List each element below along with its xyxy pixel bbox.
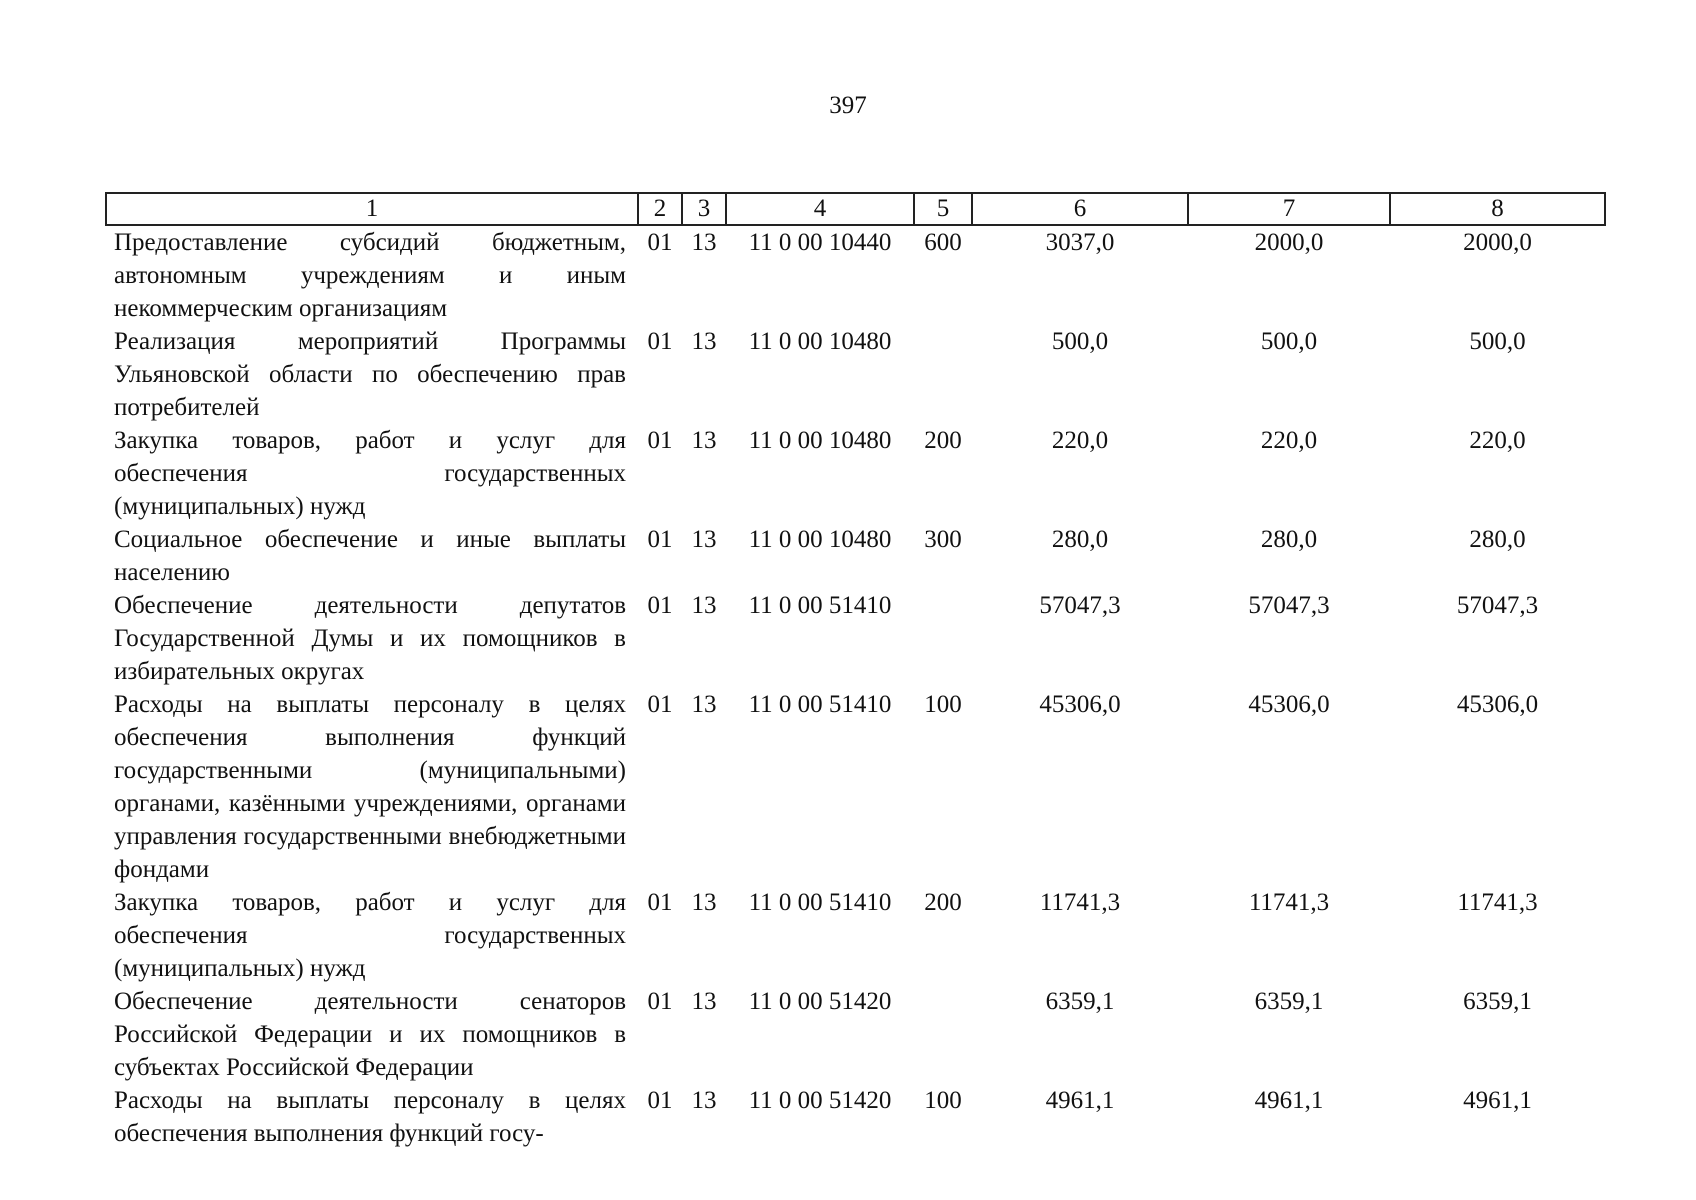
- expense-type-cell: 300: [924, 526, 962, 553]
- expense-type-cell: 600: [924, 229, 962, 256]
- expense-type-cell: [914, 589, 972, 688]
- section-code-cell: 01: [647, 1087, 673, 1114]
- row-name-cell: Реализация мероприятий Программы Ульяновской области по обеспечению прав потребителей: [114, 328, 626, 421]
- subsection-code-cell: 13: [691, 328, 717, 355]
- section-code-cell: 01: [647, 427, 673, 454]
- section-code-cell: 01: [647, 691, 673, 718]
- subsection-code-cell: 13: [691, 427, 717, 454]
- target-article-cell: 11 0 00 51410: [748, 889, 892, 916]
- target-article-cell: 11 0 00 10480: [748, 526, 892, 553]
- amount-col8-cell: 11741,3: [1457, 889, 1538, 916]
- amount-col6-cell: 57047,3: [1039, 592, 1121, 619]
- table-body: [106, 225, 1605, 1150]
- target-article-cell: 11 0 00 51420: [748, 1087, 892, 1114]
- target-article-cell: 11 0 00 10440: [748, 229, 892, 256]
- subsection-code-cell: 13: [691, 1087, 717, 1114]
- table-row: [106, 688, 1605, 886]
- section-code-cell: 01: [647, 526, 673, 553]
- amount-col7-cell: 280,0: [1260, 526, 1318, 553]
- amount-col7-cell: 220,0: [1260, 427, 1318, 454]
- expense-type-cell: 200: [924, 889, 962, 916]
- section-code-cell: 01: [647, 328, 673, 355]
- amount-col8-cell: 500,0: [1469, 328, 1526, 355]
- amount-col8-cell: 220,0: [1469, 427, 1526, 454]
- column-header-6: 6: [972, 193, 1188, 225]
- amount-col6-cell: 4961,1: [1045, 1087, 1115, 1114]
- table-row: [106, 325, 1605, 424]
- subsection-code-cell: 13: [691, 889, 717, 916]
- amount-col6-cell: 45306,0: [1039, 691, 1121, 718]
- amount-col6-cell: 500,0: [1051, 328, 1109, 355]
- subsection-code-cell: 13: [691, 229, 717, 256]
- amount-col6-cell: 220,0: [1051, 427, 1109, 454]
- page-number: 397: [829, 92, 867, 119]
- amount-col7-cell: 4961,1: [1254, 1087, 1324, 1114]
- column-header-1: 1: [106, 193, 638, 225]
- table-row: [106, 886, 1605, 985]
- amount-col6-cell: 6359,1: [1045, 988, 1115, 1015]
- amount-col7-cell: 2000,0: [1254, 229, 1324, 256]
- section-code-cell: 01: [647, 592, 673, 619]
- header-row: [106, 193, 1605, 225]
- amount-col8-cell: 45306,0: [1456, 691, 1539, 718]
- row-name-cell: Социальное обеспечение и иные выплаты населению: [114, 526, 626, 586]
- row-name-cell: Предоставление субсидий бюджетным, автономным учреждениям и иным некоммерческим организациям: [114, 229, 626, 322]
- table-row: [106, 523, 1605, 589]
- column-header-5: 5: [914, 193, 972, 225]
- column-header-7: 7: [1188, 193, 1390, 225]
- expense-type-cell: 100: [924, 1087, 962, 1114]
- amount-col7-cell: 11741,3: [1248, 889, 1330, 916]
- amount-col6-cell: 280,0: [1051, 526, 1109, 553]
- amount-col7-cell: 57047,3: [1248, 592, 1330, 619]
- amount-col7-cell: 500,0: [1260, 328, 1318, 355]
- section-code-cell: 01: [647, 229, 673, 256]
- table-row: [106, 589, 1605, 688]
- expense-type-cell: 100: [924, 691, 962, 718]
- amount-col8-cell: 2000,0: [1463, 229, 1532, 256]
- target-article-cell: 11 0 00 51410: [748, 592, 892, 619]
- subsection-code-cell: 13: [691, 988, 717, 1015]
- column-header-8: 8: [1390, 193, 1605, 225]
- section-code-cell: 01: [647, 988, 673, 1015]
- table-row: [106, 1084, 1605, 1150]
- target-article-cell: 11 0 00 10480: [748, 328, 892, 355]
- table-row: [106, 424, 1605, 523]
- row-name-cell: Расходы на выплаты персоналу в целях обеспечения выполнения функций госу-: [114, 1087, 626, 1147]
- row-name-cell: Обеспечение деятельности сенаторов Российской Федерации и их помощников в субъектах Российской Федерации: [114, 988, 626, 1081]
- amount-col6-cell: 11741,3: [1039, 889, 1121, 916]
- target-article-cell: 11 0 00 10480: [748, 427, 892, 454]
- expense-type-cell: [914, 985, 972, 1084]
- row-name-cell: Закупка товаров, работ и услуг для обеспечения государственных (муниципальных) нужд: [114, 427, 626, 520]
- expense-type-cell: 200: [924, 427, 962, 454]
- column-header-2: 2: [638, 193, 682, 225]
- table-row: [106, 985, 1605, 1084]
- row-name-cell: Обеспечение деятельности депутатов Государственной Думы и их помощников в избирательных округах: [114, 592, 626, 685]
- amount-col8-cell: 57047,3: [1456, 592, 1539, 619]
- target-article-cell: 11 0 00 51410: [748, 691, 892, 718]
- row-name-cell: Закупка товаров, работ и услуг для обеспечения государственных (муниципальных) нужд: [114, 889, 626, 982]
- subsection-code-cell: 13: [691, 526, 717, 553]
- column-header-4: 4: [726, 193, 914, 225]
- table-row: [106, 225, 1605, 325]
- amount-col8-cell: 4961,1: [1463, 1087, 1532, 1114]
- budget-table: [105, 192, 1606, 1150]
- subsection-code-cell: 13: [691, 691, 717, 718]
- subsection-code-cell: 13: [691, 592, 717, 619]
- amount-col8-cell: 280,0: [1469, 526, 1526, 553]
- amount-col7-cell: 45306,0: [1248, 691, 1330, 718]
- target-article-cell: 11 0 00 51420: [748, 988, 892, 1015]
- amount-col7-cell: 6359,1: [1254, 988, 1324, 1015]
- row-name-cell: Расходы на выплаты персоналу в целях обеспечения выполнения функций государственными (муниципальными) органами, казёнными учреждениями, органами управления государственными внебюджетными фондами: [114, 691, 626, 883]
- amount-col8-cell: 6359,1: [1463, 988, 1532, 1015]
- expense-type-cell: [914, 325, 972, 424]
- amount-col6-cell: 3037,0: [1045, 229, 1115, 256]
- section-code-cell: 01: [647, 889, 673, 916]
- column-header-3: 3: [682, 193, 726, 225]
